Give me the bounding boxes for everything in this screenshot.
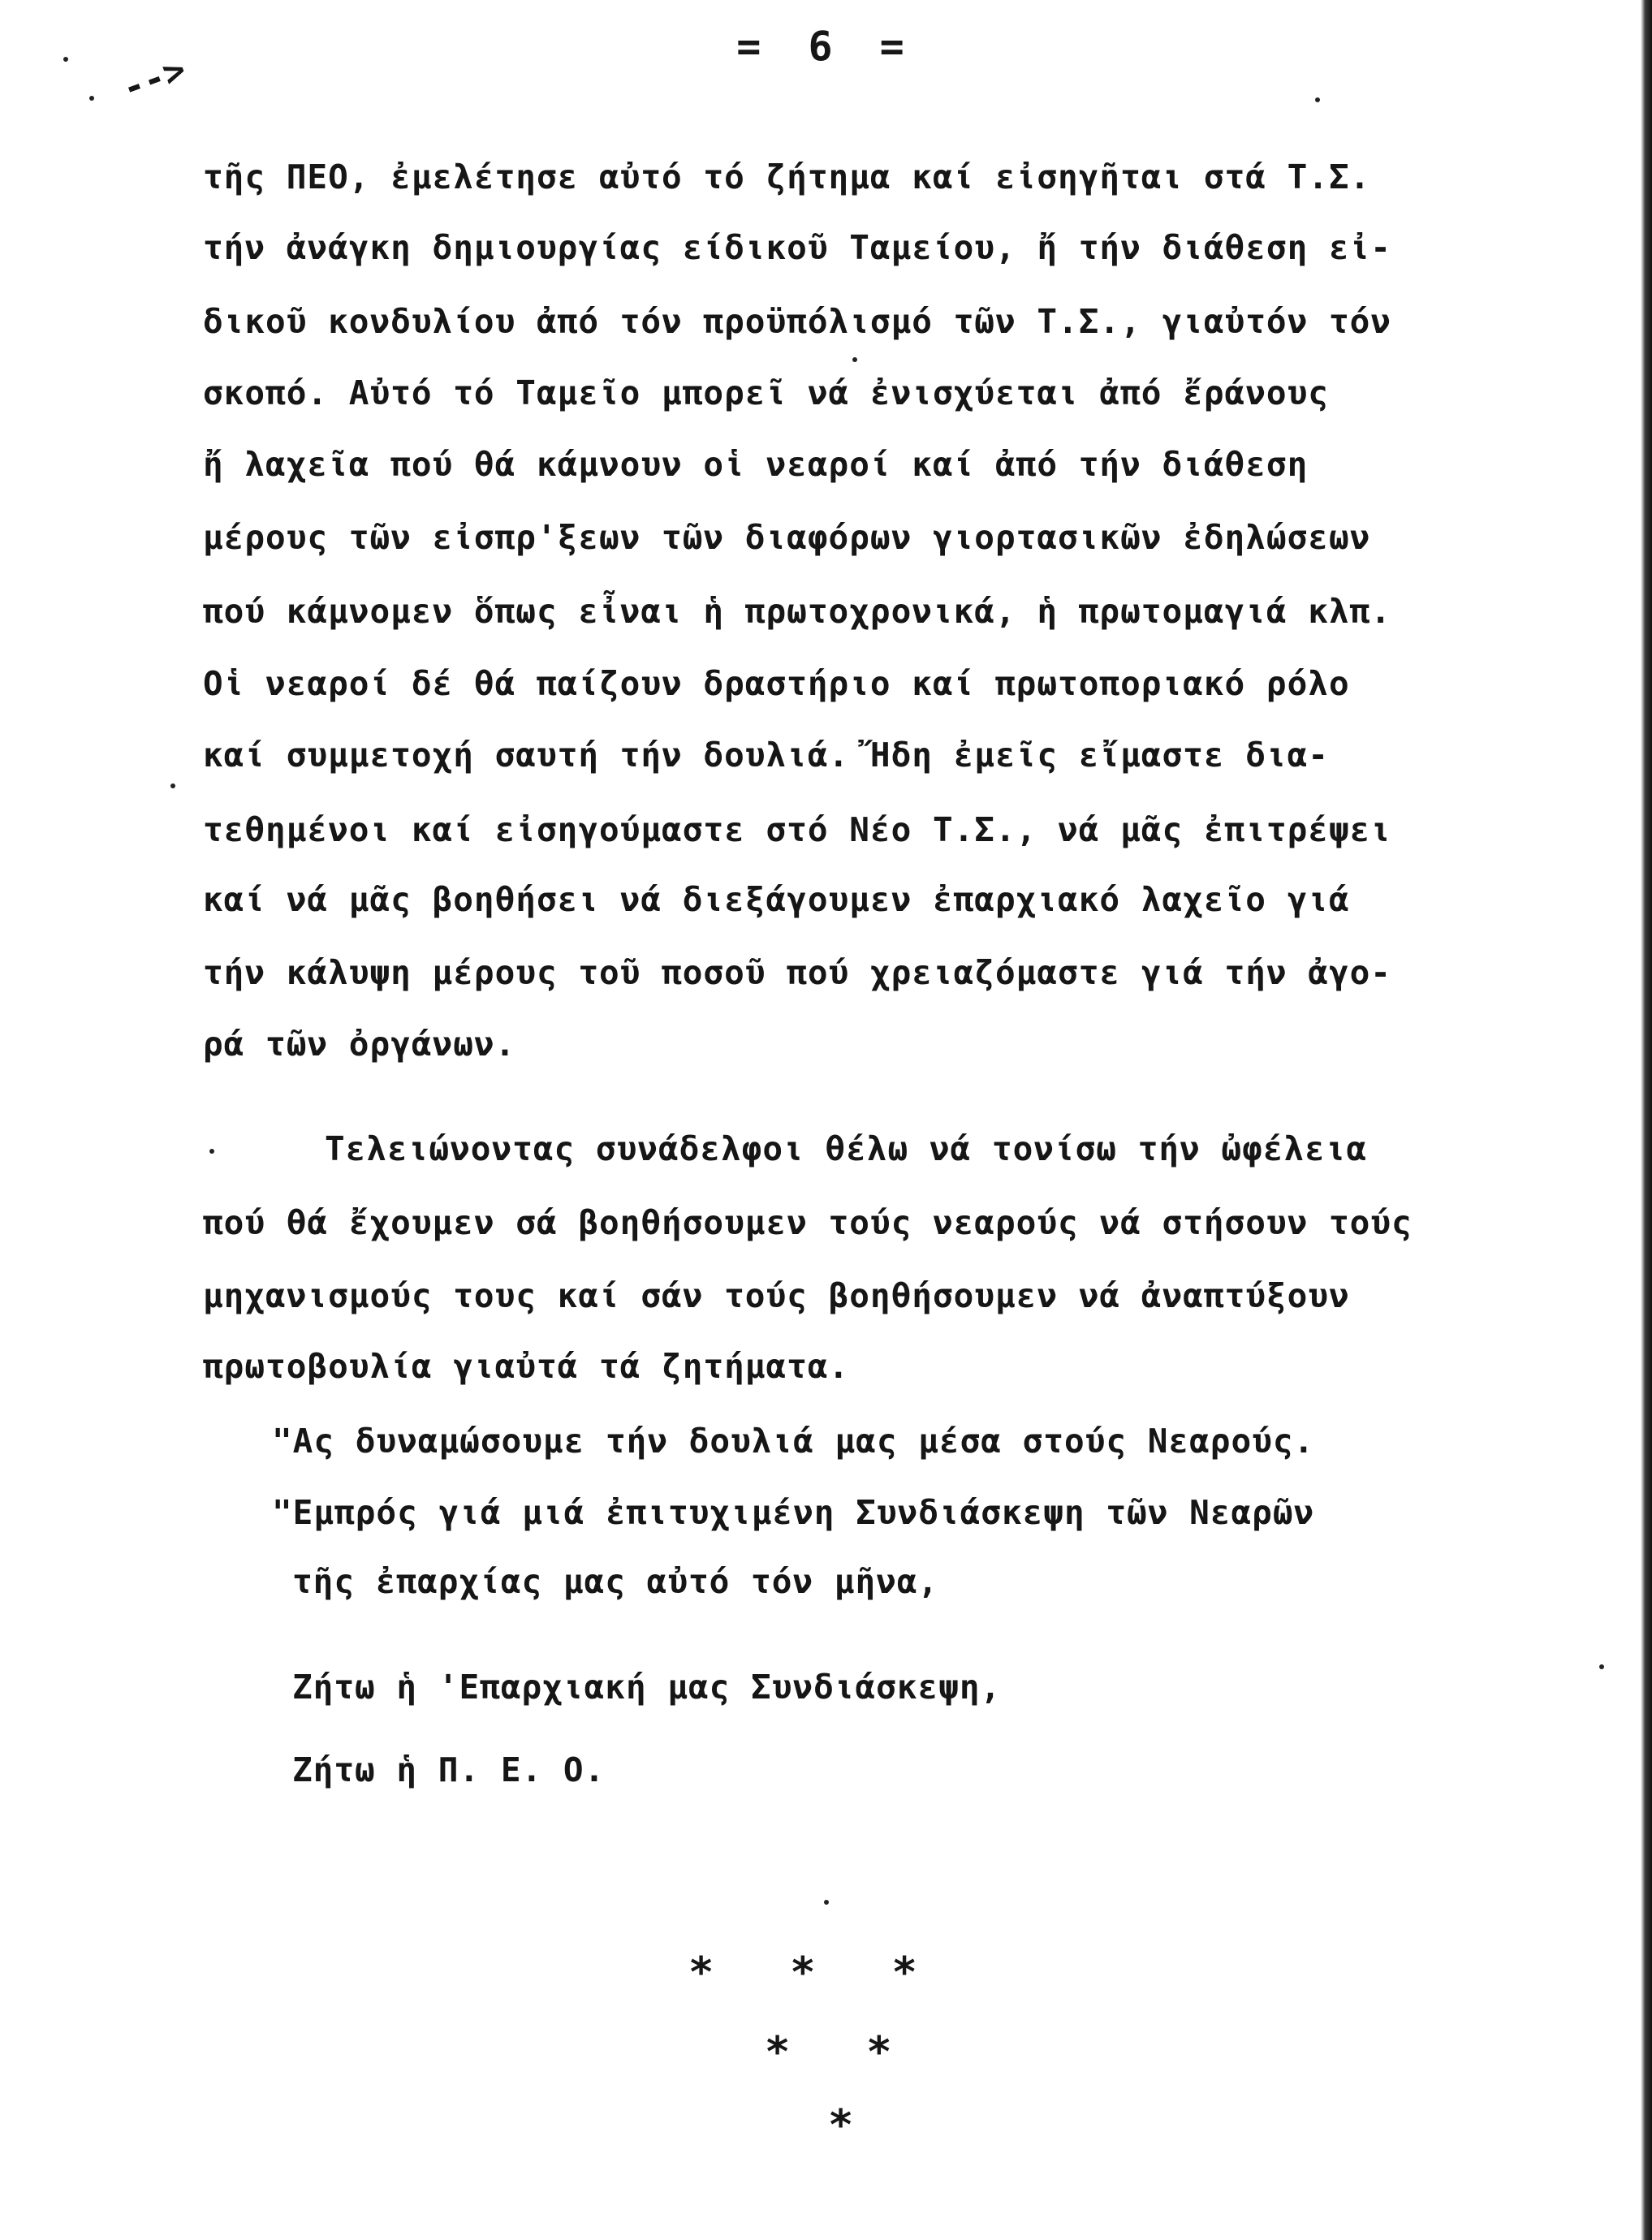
text-line: καί νά μᾶς βοηθήσει νά διεξάγουμεν ἐπαρχιακό λαχεῖο γιά — [203, 880, 1350, 919]
ornament-stars-row: * * * — [688, 1949, 917, 1997]
text-line: πού θά ἔχουμεν σά βοηθήσουμεν τούς νεαρούς νά στήσουν τούς — [203, 1203, 1413, 1242]
text-line: πού κάμνομεν ὅπως εἶναι ἡ πρωτοχρονικά, ἡ πρωτομαγιά κλπ. — [203, 592, 1391, 631]
text-line: ρά τῶν ὀργάνων. — [203, 1025, 516, 1064]
text-line: καί συμμετοχή σαυτή τήν δουλιά. Ἤδη ἐμεῖς εἴμαστε δια- — [203, 736, 1329, 775]
scan-speck — [1315, 97, 1320, 102]
text-line: δικοῦ κονδυλίου ἀπό τόν προϋπόλισμό τῶν Τ.Σ., γιαὐτόν τόν — [203, 302, 1391, 341]
text-line: ἤ λαχεῖα πού θά κάμνουν οἱ νεαροί καί ἀπό τήν διάθεση — [203, 445, 1309, 484]
text-line: μέρους τῶν εἰσπρ'ξεων τῶν διαφόρων γιορτασικῶν ἐδηλώσεων — [203, 518, 1371, 557]
slogan-line: τῆς ἐπαρχίας μας αὐτό τόν μῆνα, — [292, 1562, 939, 1601]
text-line: τῆς ΠΕΟ, ἐμελέτησε αὐτό τό ζήτημα καί εἰσηγῆται στά Τ.Σ. — [203, 158, 1371, 196]
text-line: μηχανισμούς τους καί σάν τούς βοηθήσουμεν νά ἀναπτύξουν — [203, 1276, 1350, 1315]
scan-speck — [1599, 1664, 1604, 1669]
text-line: Οἱ νεαροί δέ θά παίζουν δραστήριο καί πρωτοποριακό ρόλο — [203, 664, 1350, 703]
text-line: τήν κάλυψη μέρους τοῦ ποσοῦ πού χρειαζόμαστε γιά τήν ἀγο- — [203, 953, 1391, 992]
scan-speck — [170, 783, 175, 788]
scan-speck — [89, 96, 94, 101]
text-line: τήν ἀνάγκη δημιουργίας είδικοῦ Ταμείου, ἤ τήν διάθεση εἰ- — [203, 228, 1391, 267]
slogan-line: "Ας δυναμώσουμε τήν δουλιά μας μέσα στούς Νεαρούς. — [272, 1422, 1315, 1461]
text-line: τεθημένοι καί εἰσηγούμαστε στό Νέο Τ.Σ., νά μᾶς ἐπιτρέψει — [203, 810, 1391, 849]
ornament-stars-row: * — [828, 2101, 854, 2150]
text-line: πρωτοβουλία γιαὐτά τά ζητήματα. — [203, 1347, 850, 1386]
scan-speck — [852, 357, 857, 362]
scan-speck — [63, 57, 68, 62]
closing-line: Ζήτω ἡ 'Επαρχιακή μας Συνδιάσκεψη, — [292, 1668, 1002, 1707]
scan-edge-shadow — [1641, 0, 1652, 2240]
ornament-stars-row: * * — [765, 2028, 892, 2077]
margin-mark: --> — [116, 48, 192, 110]
scan-speck — [824, 1900, 829, 1905]
closing-line: Ζήτω ἡ Π. Ε. Ο. — [292, 1750, 606, 1789]
page-number: = 6 = — [736, 23, 916, 70]
scan-speck — [209, 1149, 214, 1154]
slogan-line: "Εμπρός γιά μιά ἐπιτυχιμένη Συνδιάσκεψη τῶν Νεαρῶν — [272, 1493, 1315, 1532]
text-line: σκοπό. Αὐτό τό Ταμεῖο μπορεῖ νά ἐνισχύεται ἀπό ἔράνους — [203, 373, 1329, 412]
text-line: Τελειώνοντας συνάδελφοι θέλω νά τονίσω τήν ὠφέλεια — [325, 1129, 1368, 1168]
